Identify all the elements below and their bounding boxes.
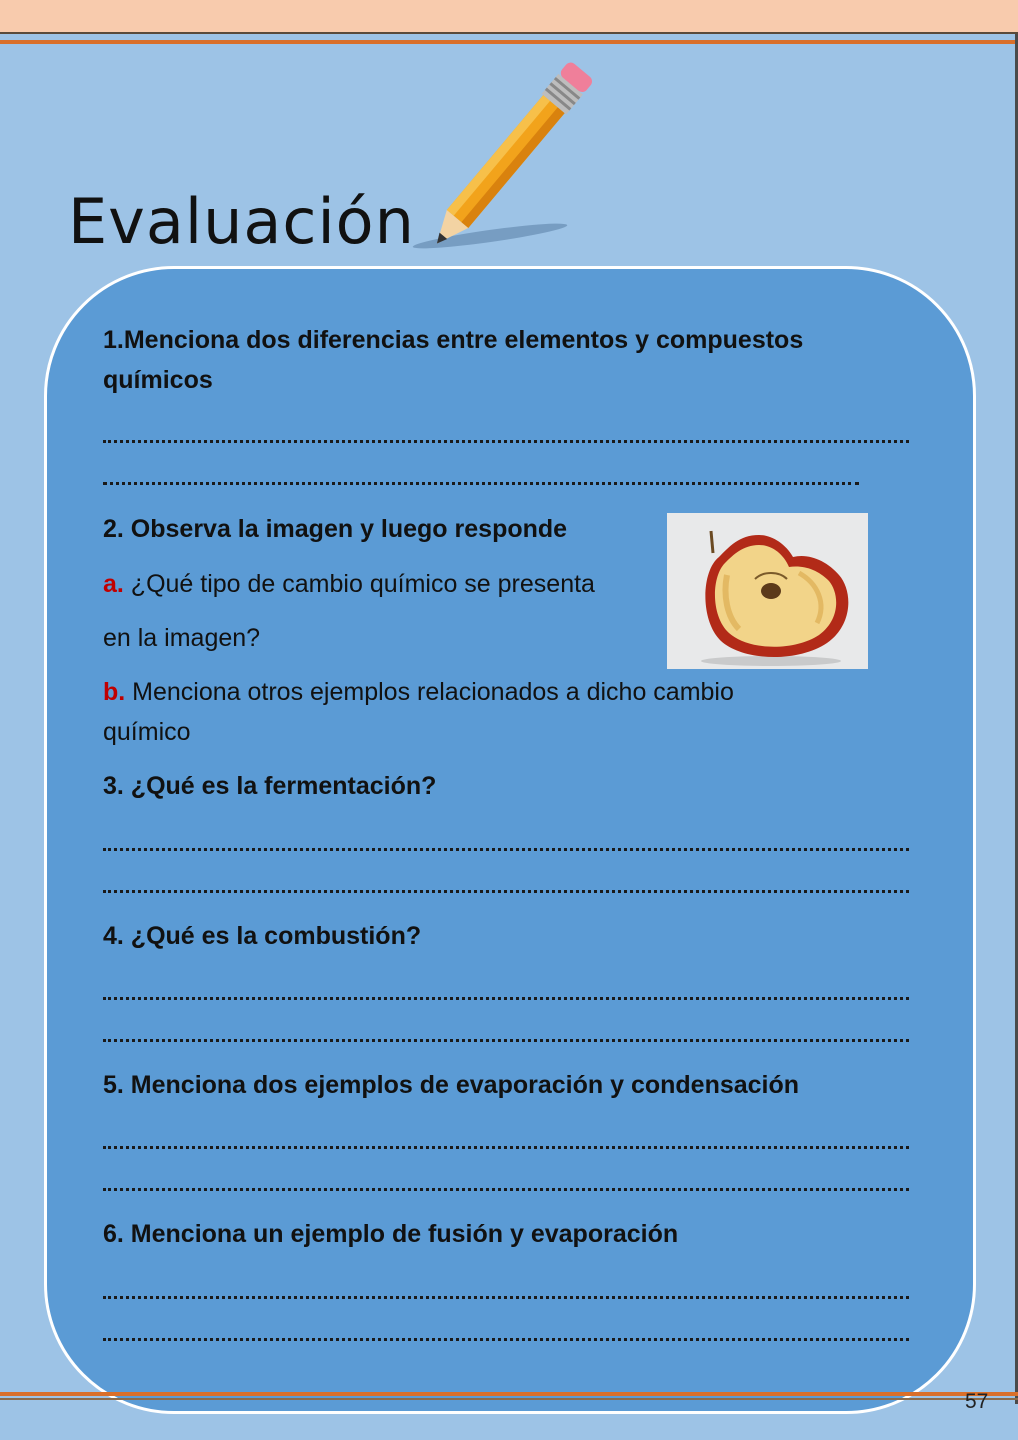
question-4: 4. ¿Qué es la combustión? bbox=[103, 922, 422, 950]
answer-line[interactable] bbox=[103, 890, 909, 893]
pencil-icon bbox=[395, 40, 625, 265]
question-2b-cont: químico bbox=[103, 718, 191, 746]
answer-line[interactable] bbox=[103, 482, 859, 485]
question-1-cont: químicos bbox=[103, 366, 213, 394]
footer-rule bbox=[0, 1392, 1018, 1396]
question-1: 1.Menciona dos diferencias entre elementos y compuestos bbox=[103, 326, 804, 354]
question-5: 5. Menciona dos ejemplos de evaporación y condensación bbox=[103, 1071, 800, 1099]
answer-line[interactable] bbox=[103, 848, 909, 851]
marker-b: b. bbox=[103, 678, 126, 706]
answer-line[interactable] bbox=[103, 997, 909, 1000]
question-2: 2. Observa la imagen y luego responde bbox=[103, 515, 568, 543]
question-6: 6. Menciona un ejemplo de fusión y evaporación bbox=[103, 1220, 679, 1248]
page-number: 57 bbox=[965, 1390, 989, 1413]
top-band bbox=[0, 0, 1018, 32]
question-2a bbox=[103, 564, 595, 604]
question-2a-cont: en la imagen? bbox=[103, 624, 261, 652]
page-title: Evaluación bbox=[68, 185, 415, 258]
answer-line[interactable] bbox=[103, 440, 909, 443]
header-rule-dark bbox=[0, 32, 1018, 34]
question-3: 3. ¿Qué es la fermentación? bbox=[103, 772, 437, 800]
marker-a: a. bbox=[103, 570, 124, 598]
question-2b bbox=[103, 672, 734, 712]
apple-photo bbox=[667, 513, 868, 669]
answer-line[interactable] bbox=[103, 1296, 909, 1299]
answer-line[interactable] bbox=[103, 1039, 909, 1042]
answer-line[interactable] bbox=[103, 1188, 909, 1191]
footer-rule-dark bbox=[0, 1398, 1018, 1400]
question-2b-text: Menciona otros ejemplos relacionados a dicho cambio bbox=[125, 678, 734, 706]
answer-line[interactable] bbox=[103, 1146, 909, 1149]
question-2a-text: ¿Qué tipo de cambio químico se presenta bbox=[123, 570, 595, 598]
answer-line[interactable] bbox=[103, 1338, 909, 1341]
